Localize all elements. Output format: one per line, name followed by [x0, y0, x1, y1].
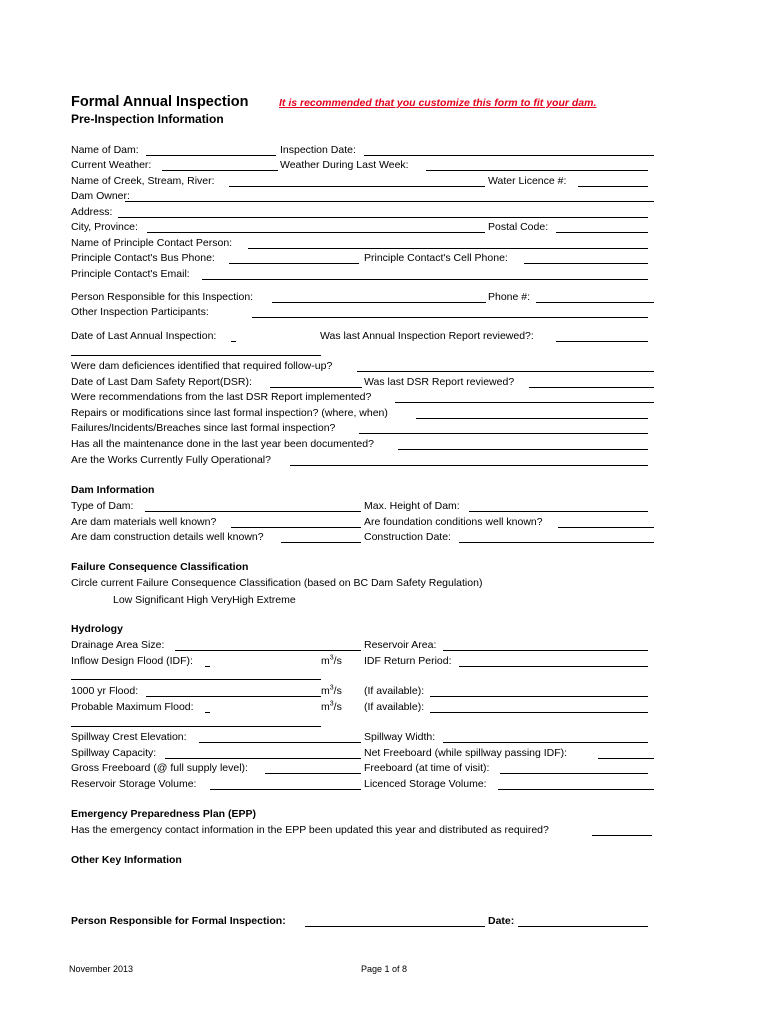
field-recommendations[interactable] [395, 402, 654, 403]
field-pmf-start[interactable] [205, 712, 210, 713]
field-name-of-dam[interactable] [146, 155, 276, 156]
field-signoff-date[interactable] [518, 926, 648, 927]
field-person-responsible-formal[interactable] [305, 926, 485, 927]
field-capacity[interactable] [165, 758, 361, 759]
label-water-licence: Water Licence #: [488, 175, 567, 187]
field-dsr-reviewed[interactable] [529, 387, 654, 388]
field-pmf[interactable] [71, 726, 321, 727]
unit-pmf: $m^3/s$ [321, 700, 342, 713]
field-maintenance[interactable] [398, 449, 648, 450]
field-cell-phone[interactable] [524, 263, 648, 264]
label-max-height: Max. Height of Dam: [364, 500, 460, 512]
label-dam-owner: Dam Owner: [71, 190, 130, 202]
label-address: Address: [71, 206, 113, 218]
section-heading-failure-consequence: Failure Consequence Classification [71, 561, 249, 573]
section-heading-hydrology: Hydrology [71, 623, 123, 635]
label-maintenance: Has all the maintenance done in the last year been documented? [71, 438, 374, 450]
field-crest[interactable] [199, 742, 361, 743]
field-reservoir-area[interactable] [443, 650, 648, 651]
label-construction-date: Construction Date: [364, 531, 451, 543]
field-foundation[interactable] [558, 527, 654, 528]
field-if-available-1[interactable] [430, 696, 648, 697]
field-construction-date[interactable] [459, 542, 654, 543]
section-heading-dam-information: Dam Information [71, 484, 155, 496]
label-crest: Spillway Crest Elevation: [71, 731, 187, 743]
field-person-responsible[interactable] [272, 302, 486, 303]
field-phone[interactable] [536, 302, 654, 303]
field-current-weather[interactable] [162, 170, 278, 171]
field-construction-details[interactable] [281, 542, 361, 543]
label-inspection-date: Inspection Date: [280, 144, 356, 156]
label-recommendations: Were recommendations from the last DSR Report implemented? [71, 391, 372, 403]
failure-options[interactable]: Low Significant High VeryHigh Extreme [113, 594, 296, 606]
label-operational: Are the Works Currently Fully Operational? [71, 454, 271, 466]
label-cell-phone: Principle Contact's Cell Phone: [364, 252, 508, 264]
field-flood-1000[interactable] [146, 696, 321, 697]
label-reservoir-area: Reservoir Area: [364, 639, 437, 651]
label-capacity: Spillway Capacity: [71, 747, 157, 759]
unit-idf: $m^3/s$ [321, 654, 342, 667]
label-materials: Are dam materials well known? [71, 516, 217, 528]
field-gross-freeboard[interactable] [265, 773, 361, 774]
footer-date: November 2013 [69, 964, 134, 974]
label-email: Principle Contact's Email: [71, 268, 190, 280]
label-signoff-date: Date: [488, 915, 515, 927]
field-max-height[interactable] [469, 511, 648, 512]
field-address[interactable] [118, 217, 648, 218]
label-if-available-1: (If available): [364, 685, 425, 697]
section-heading-other-key-information: Other Key Information [71, 854, 182, 866]
field-drainage[interactable] [175, 650, 361, 651]
label-current-weather: Current Weather: [71, 159, 152, 171]
field-failures[interactable] [359, 433, 648, 434]
label-creek: Name of Creek, Stream, River: [71, 175, 215, 187]
field-if-available-2[interactable] [430, 712, 648, 713]
label-drainage: Drainage Area Size: [71, 639, 165, 651]
label-name-of-dam: Name of Dam: [71, 144, 139, 156]
field-net-freeboard[interactable] [598, 758, 654, 759]
field-other-participants[interactable] [252, 317, 648, 318]
field-storage[interactable] [210, 789, 361, 790]
field-freeboard-visit[interactable] [500, 773, 648, 774]
label-last-dsr: Date of Last Dam Safety Report(DSR): [71, 376, 252, 388]
field-idf[interactable] [71, 679, 321, 680]
field-idf-start[interactable] [205, 666, 210, 667]
field-postal-code[interactable] [556, 232, 648, 233]
section-heading-pre-inspection: Pre-Inspection Information [71, 112, 224, 126]
field-repairs[interactable] [416, 418, 648, 419]
field-operational[interactable] [290, 465, 648, 466]
label-if-available-2: (If available): [364, 701, 425, 713]
field-creek[interactable] [229, 186, 485, 187]
form-title: Formal Annual Inspection [71, 94, 249, 110]
label-licenced: Licenced Storage Volume: [364, 778, 487, 790]
field-email[interactable] [202, 279, 648, 280]
label-person-responsible: Person Responsible for this Inspection: [71, 291, 254, 303]
label-idf: Inflow Design Flood (IDF): [71, 655, 193, 667]
field-water-licence[interactable] [578, 186, 648, 187]
label-type-of-dam: Type of Dam: [71, 500, 134, 512]
label-last-reviewed: Was last Annual Inspection Report reviewed?: [320, 330, 534, 342]
label-weather-last-week: Weather During Last Week: [280, 159, 409, 171]
field-materials[interactable] [231, 527, 361, 528]
field-idf-return[interactable] [459, 666, 648, 667]
field-licenced[interactable] [498, 789, 654, 790]
label-deficiencies: Were dam deficiences identified that required follow-up? [71, 360, 333, 372]
field-bus-phone[interactable] [229, 263, 359, 264]
field-epp-answer[interactable] [592, 835, 652, 836]
field-last-reviewed[interactable] [556, 341, 648, 342]
field-weather-last-week[interactable] [426, 170, 648, 171]
failure-instruction: Circle current Failure Consequence Classification (based on BC Dam Safety Regulation) [71, 577, 483, 589]
footer-page-number: Page 1 of 8 [361, 964, 408, 974]
field-width[interactable] [443, 742, 648, 743]
label-phone: Phone #: [488, 291, 531, 303]
field-last-annual[interactable] [71, 355, 321, 356]
label-other-participants: Other Inspection Participants: [71, 306, 209, 318]
field-dam-owner[interactable] [125, 201, 654, 202]
label-dsr-reviewed: Was last DSR Report reviewed? [364, 376, 515, 388]
label-principle-contact: Name of Principle Contact Person: [71, 237, 233, 249]
label-bus-phone: Principle Contact's Bus Phone: [71, 252, 215, 264]
label-pmf: Probable Maximum Flood: [71, 701, 194, 713]
label-construction-details: Are dam construction details well known? [71, 531, 264, 543]
label-flood-1000: 1000 yr Flood: [71, 685, 139, 697]
label-city: City, Province: [71, 221, 138, 233]
label-foundation: Are foundation conditions well known? [364, 516, 543, 528]
section-heading-epp: Emergency Preparedness Plan (EPP) [71, 808, 256, 820]
label-gross-freeboard: Gross Freeboard (@ full supply level): [71, 762, 248, 774]
label-freeboard-visit: Freeboard (at time of visit): [364, 762, 490, 774]
label-failures: Failures/Incidents/Breaches since last formal inspection? [71, 422, 336, 434]
label-idf-return: IDF Return Period: [364, 655, 452, 667]
label-person-responsible-formal: Person Responsible for Formal Inspection: [71, 915, 286, 927]
field-last-annual-start[interactable] [231, 341, 236, 342]
field-deficiencies[interactable] [357, 371, 654, 372]
label-net-freeboard: Net Freeboard (while spillway passing IDF): [364, 747, 568, 759]
label-last-annual: Date of Last Annual Inspection: [71, 330, 217, 342]
label-width: Spillway Width: [364, 731, 436, 743]
field-principle-contact[interactable] [248, 248, 648, 249]
field-last-dsr[interactable] [270, 387, 362, 388]
label-repairs: Repairs or modifications since last formal inspection? (where, when) [71, 407, 388, 419]
customize-note: It is recommended that you customize this form to fit your dam. [279, 97, 597, 109]
field-type-of-dam[interactable] [145, 511, 361, 512]
label-storage: Reservoir Storage Volume: [71, 778, 197, 790]
label-postal-code: Postal Code: [488, 221, 549, 233]
field-inspection-date[interactable] [364, 155, 654, 156]
label-epp-question: Has the emergency contact information in the EPP been updated this year and distributed as required? [71, 824, 549, 836]
unit-flood-1000: $m^3/s$ [321, 684, 342, 697]
field-city[interactable] [147, 232, 485, 233]
